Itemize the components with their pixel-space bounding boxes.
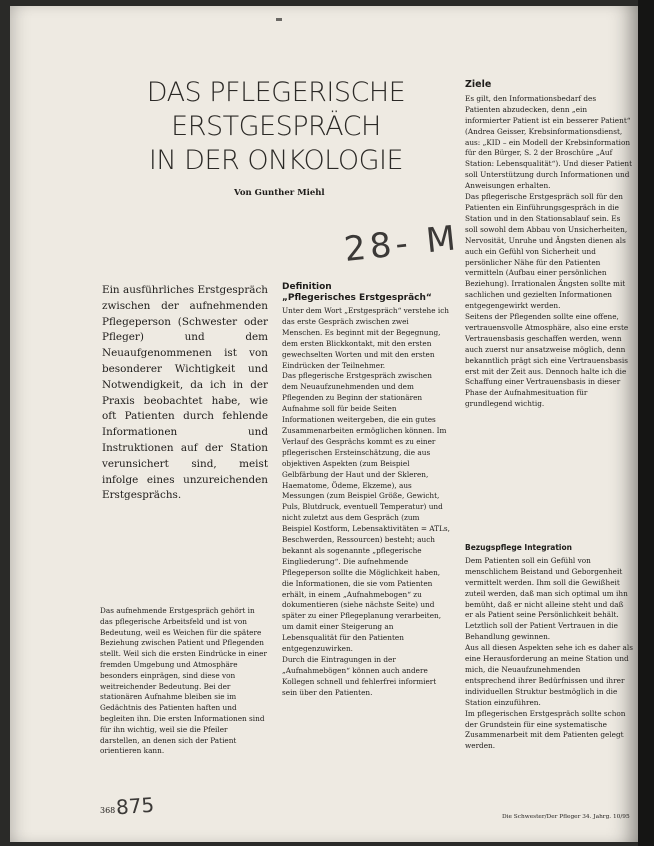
ziele-paragraph: Es gilt, den Informationsbedarf des Patienten abzudecken, denn „ein informierter Patient ist ein besserer Patient“ (Andrea Geisser, Krebsinformationsdienst, aus: „KID – ein Modell der Krebsinformation für den Bürger, S. 2 der Broschüre „Auf Station: Lebensqualität“). Und dieser Patient soll Unterstützung durch Informationen und Anweisungen erhalten.	[465, 93, 633, 191]
handwritten-page-number: 875	[115, 792, 155, 820]
byline: Von Gunther Miehl	[234, 188, 325, 198]
journal-source: Die Schwester/Der Pfleger 34. Jahrg. 10/95	[502, 814, 630, 820]
integration-paragraph: Dem Patienten soll ein Gefühl von menschlichem Beistand und Geborgenheit vermittelt werden. Ihm soll die Gewißheit zuteil werden, daß man sich optimal um ihn bemüht, daß er nicht alleine steht und daß er als Patient seine Persönlichkeit behält. Letztlich soll der Patient Vertrauen in die Behandlung gewinnen.	[465, 555, 628, 642]
ziele-paragraph: Das pflegerische Erstgespräch soll für den Patienten ein Einführungsgespräch in die Station und in den Stationsablauf sein. Es soll sowohl dem Abbau von Unsicherheiten, Nervosität, Unruhe und Ängsten dienen als auch ein Gefühl von Sicherheit und persönlicher Nähe für den Patienten vermitteln (Aufbau einer persönlichen Beziehung). Irrationalen Ängsten sollte mit sachlichen und gezielten Informationen entgegengewirkt werden.	[465, 192, 628, 311]
integration-paragraph: Aus all diesen Aspekten sehe ich es daher als eine Herausforderung an meine Station und mich, die Neuaufzunehmenden entsprechend ihrer Bedürfnissen und ihrer individuellen Struktur bestmöglich in die Station einzuführen.	[465, 643, 633, 707]
scan-edge	[638, 0, 654, 846]
intro-paragraph: Ein ausführliches Erstgespräch zwischen der aufnehmenden Pflegeperson (Schwester oder Pfleger) und dem Neuaufgenommenen ist von besonderer Wichtigkeit und Notwendigkeit, da ich in der Praxis beobachtet habe, wie oft Patienten durch fehlende Informationen und Instruktionen auf der Station verunsichert sind, meist infolge eines unzureichenden Erstgesprächs.	[102, 284, 268, 502]
title-line-1: DAS PFLEGERISCHE	[146, 77, 406, 108]
handwritten-note: 28- M	[342, 218, 462, 270]
title-line-3: IN DER ONKOLOGIE	[148, 145, 404, 176]
journal-page	[10, 6, 638, 842]
title-line-2: ERSTGESPRÄCH	[171, 111, 381, 142]
caption-text: Das aufnehmende Erstgespräch gehört in das pflegerische Arbeitsfeld und ist von Bedeutung, weil es Weichen für die spätere Beziehung zwischen Patient und Pflegenden stellt. Weil sich die ersten Eindrücke in einer fremden Umgebung und Atmosphäre besonders einprägen, sind diese von weitreichender Bedeutung. Bei der stationären Aufnahme bleiben sie im Gedächtnis des Patienten haften und begleiten ihn. Die ersten Informationen sind für ihn wichtig, weil sie die Pfeiler darstellen, an denen sich der Patient orientieren kann.	[100, 606, 267, 756]
article-title	[106, 76, 446, 178]
page-number: 368 -	[100, 806, 121, 815]
integration-paragraph: Im pflegerischen Erstgespräch sollte schon der Grundstein für eine systematische Zusammenarbeit mit dem Patienten gelegt werden.	[465, 708, 626, 751]
definition-paragraph: Unter dem Wort „Erstgespräch“ verstehe ich das erste Gespräch zwischen zwei Menschen. Es beginnt mit der Begegnung, dem ersten Blickkontakt, mit den ersten gewechselten Worten und mit den ersten Eindrücken der Teilnehmer.	[282, 306, 450, 370]
definition-paragraph: Das pflegerische Erstgespräch zwischen dem Neuaufzunehmenden und dem Pflegenden zu Beginn der stationären Aufnahme soll für beide Seiten Informationen weitergeben, die ein gutes Zusammenarbeiten ermöglichen können. Im Verlauf des Gesprächs kommt es zu einer pflegerischen Ersteinschätzung, die aus objektiven Aspekten (zum Beispiel Gelbfärbung der Haut und der Skleren, Haematome, Ödeme, Ekzeme), aus Messungen (zum Beispiel Größe, Gewicht, Puls, Blutdruck, eventuell Temperatur) und nicht zuletzt aus dem Gespräch (zum Beispiel Kostform, Lebensaktivitäten = ATLs, Beschwerden, Ressourcen) besteht; auch bekannt als sogenannte „pflegerische Eingliederung“. Die aufnehmende Pflegeperson sollte die Möglichkeit haben, die Informationen, die sie vom Patienten erhält, in einem „Aufnahmebogen“ zu dokumentieren (siehe nächste Seite) und später zu einer Pflegeplanung verarbeiten, um damit einer Steigerung an Lebensqualität für den Patienten entgegenzuwirken.	[282, 371, 450, 654]
top-tick-mark	[276, 18, 282, 21]
ziele-column	[465, 80, 633, 410]
definition-column	[282, 282, 450, 699]
definition-heading: Definition	[282, 282, 332, 292]
integration-column	[465, 543, 633, 752]
definition-paragraph: Durch die Eintragungen in der „Aufnahmebögen“ können auch andere Kollegen schnell und fehlerfrei informiert sein über den Patienten.	[282, 655, 437, 697]
definition-subheading: „Pflegerisches Erstgespräch“	[282, 293, 432, 303]
integration-heading: Bezugspflege Integration	[465, 543, 572, 552]
ziele-paragraph: Seitens der Pflegenden sollte eine offene, vertrauensvolle Atmosphäre, also eine erste Vertrauensbasis geschaffen werden, wenn auch zuerst nur ansatzweise möglich, denn bekanntlich prägt sich eine Vertrauensbasis erst mit der Zeit aus. Dennoch halte ich die Schaffung einer Vertrauensbasis in dieser Phase der Aufnahmesituation für grundlegend wichtig.	[465, 312, 629, 409]
ziele-heading: Ziele	[465, 79, 492, 90]
